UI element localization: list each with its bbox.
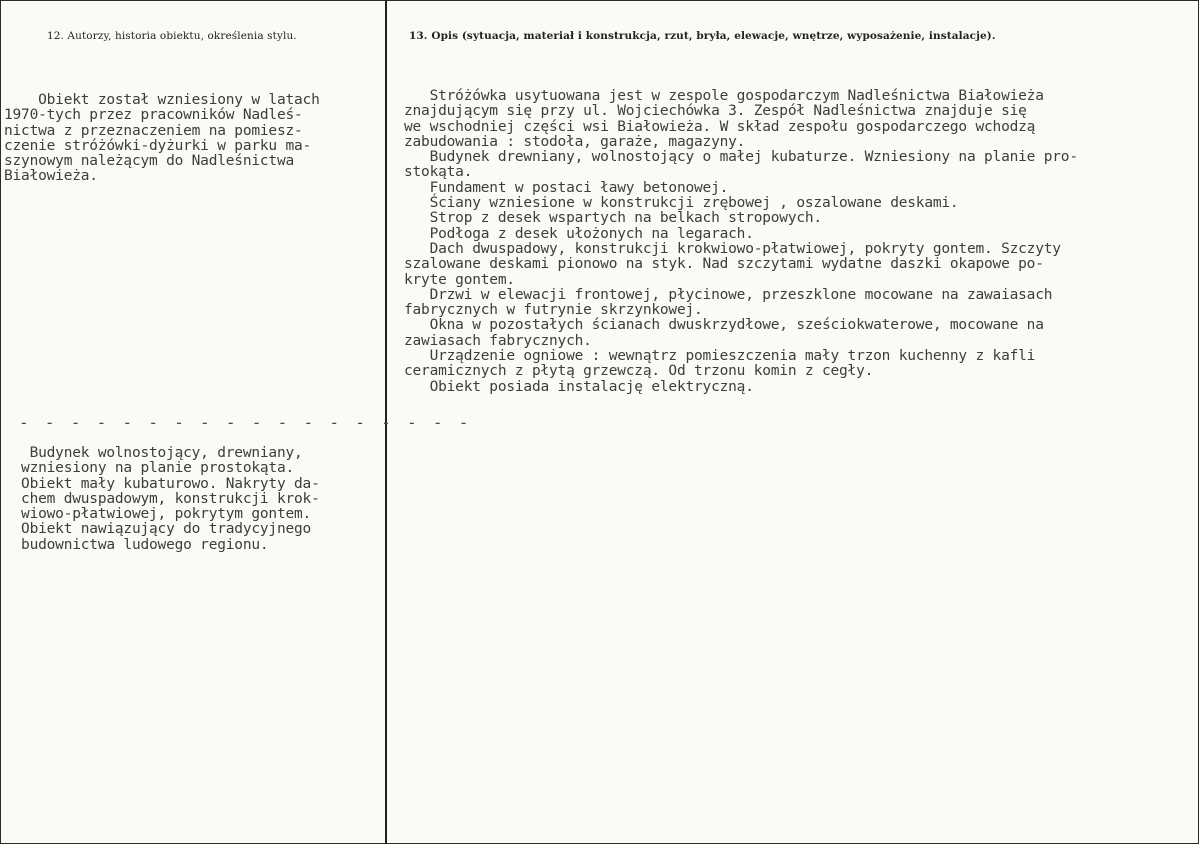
description-line: Urządzenie ogniowe : wewnątrz pomieszczenia mały trzon kuchenny z kafli	[404, 348, 1036, 365]
description-line: kryte gontem.	[404, 271, 515, 288]
description-line: Dach dwuspadowy, konstrukcji krokwiowo-płatwiowej, pokryty gontem. Szczyty	[404, 240, 1061, 257]
description-line: Fundament w postaci ławy betonowej.	[404, 179, 729, 196]
history-line: czenie stróżówki-dyżurki w parku ma-	[4, 137, 312, 154]
style-line: Obiekt mały kubaturowo. Nakryty da-	[4, 475, 320, 492]
description-line: Podłoga z desek ułożonych na legarach.	[404, 225, 754, 242]
history-line: Obiekt został wzniesiony w latach	[4, 92, 320, 108]
description-line: fabrycznych w futrynie skrzynkowej.	[404, 302, 703, 319]
history-line: 1970-tych przez pracowników Nadleś-	[4, 107, 303, 124]
description-line: Strop z desek wspartych na belkach stropowych.	[404, 210, 822, 227]
description-line: Obiekt posiada instalację elektryczną.	[404, 378, 754, 395]
description-line: ceramicznych z płytą grzewczą. Od trzonu komin z cegły.	[404, 363, 874, 380]
style-text	[4, 446, 320, 553]
description-line: Stróżówka usytuowana jest w zespole gospodarczym Nadleśnictwa Białowieża	[404, 88, 1044, 104]
description-line: szalowane deskami pionowo na styk. Nad szczytami wydatne daszki okapowe po-	[404, 256, 1044, 273]
style-line: budownictwa ludowego regionu.	[4, 536, 269, 553]
description-line: Okna w pozostałych ścianach dwuskrzydłowe, sześciokwaterowe, mocowane na	[404, 317, 1044, 334]
style-line: Obiekt nawiązujący do tradycyjnego	[4, 521, 312, 538]
description-line: znajdującym się przy ul. Wojciechówka 3. Zespół Nadleśnictwa znajduje się	[404, 103, 1027, 120]
section-13-header: 13. Opis (sytuacja, materiał i konstrukcja, rzut, bryła, elewacje, wnętrze, wyposażenie, instalacje).	[409, 30, 996, 42]
style-line: wzniesiony na planie prostokąta.	[4, 460, 295, 477]
style-line: Budynek wolnostojący, drewniany,	[4, 445, 303, 461]
style-line: chem dwuspadowym, konstrukcji krok-	[4, 490, 320, 507]
description-line: zabudowania : stodoła, garaże, magazyny.	[404, 133, 746, 150]
section-separator: - - - - - - - - - - - - - - - - - -	[19, 413, 472, 432]
history-line: Białowieża.	[4, 168, 98, 185]
description-line: stokąta.	[404, 164, 473, 181]
description-text	[404, 89, 1078, 395]
history-text	[4, 93, 320, 185]
description-line: Ściany wzniesione w konstrukcji zrębowej , oszalowane deskami.	[404, 195, 959, 212]
history-line: nictwa z przeznaczeniem na pomiesz-	[4, 122, 303, 139]
description-line: zawiasach fabrycznych.	[404, 332, 592, 349]
history-line: szynowym należącym do Nadleśnictwa	[4, 153, 295, 170]
description-line: Budynek drewniany, wolnostojący o małej kubaturze. Wzniesiony na planie pro-	[404, 149, 1078, 166]
section-12-header: 12. Autorzy, historia obiektu, określenia stylu.	[47, 30, 297, 42]
description-line: we wschodniej części wsi Białowieża. W skład zespołu gospodarczego wchodzą	[404, 118, 1036, 135]
style-line: wiowo-płatwiowej, pokrytym gontem.	[4, 506, 312, 523]
description-line: Drzwi w elewacji frontowej, płycinowe, przeszklone mocowane na zawaiasach	[404, 286, 1053, 303]
